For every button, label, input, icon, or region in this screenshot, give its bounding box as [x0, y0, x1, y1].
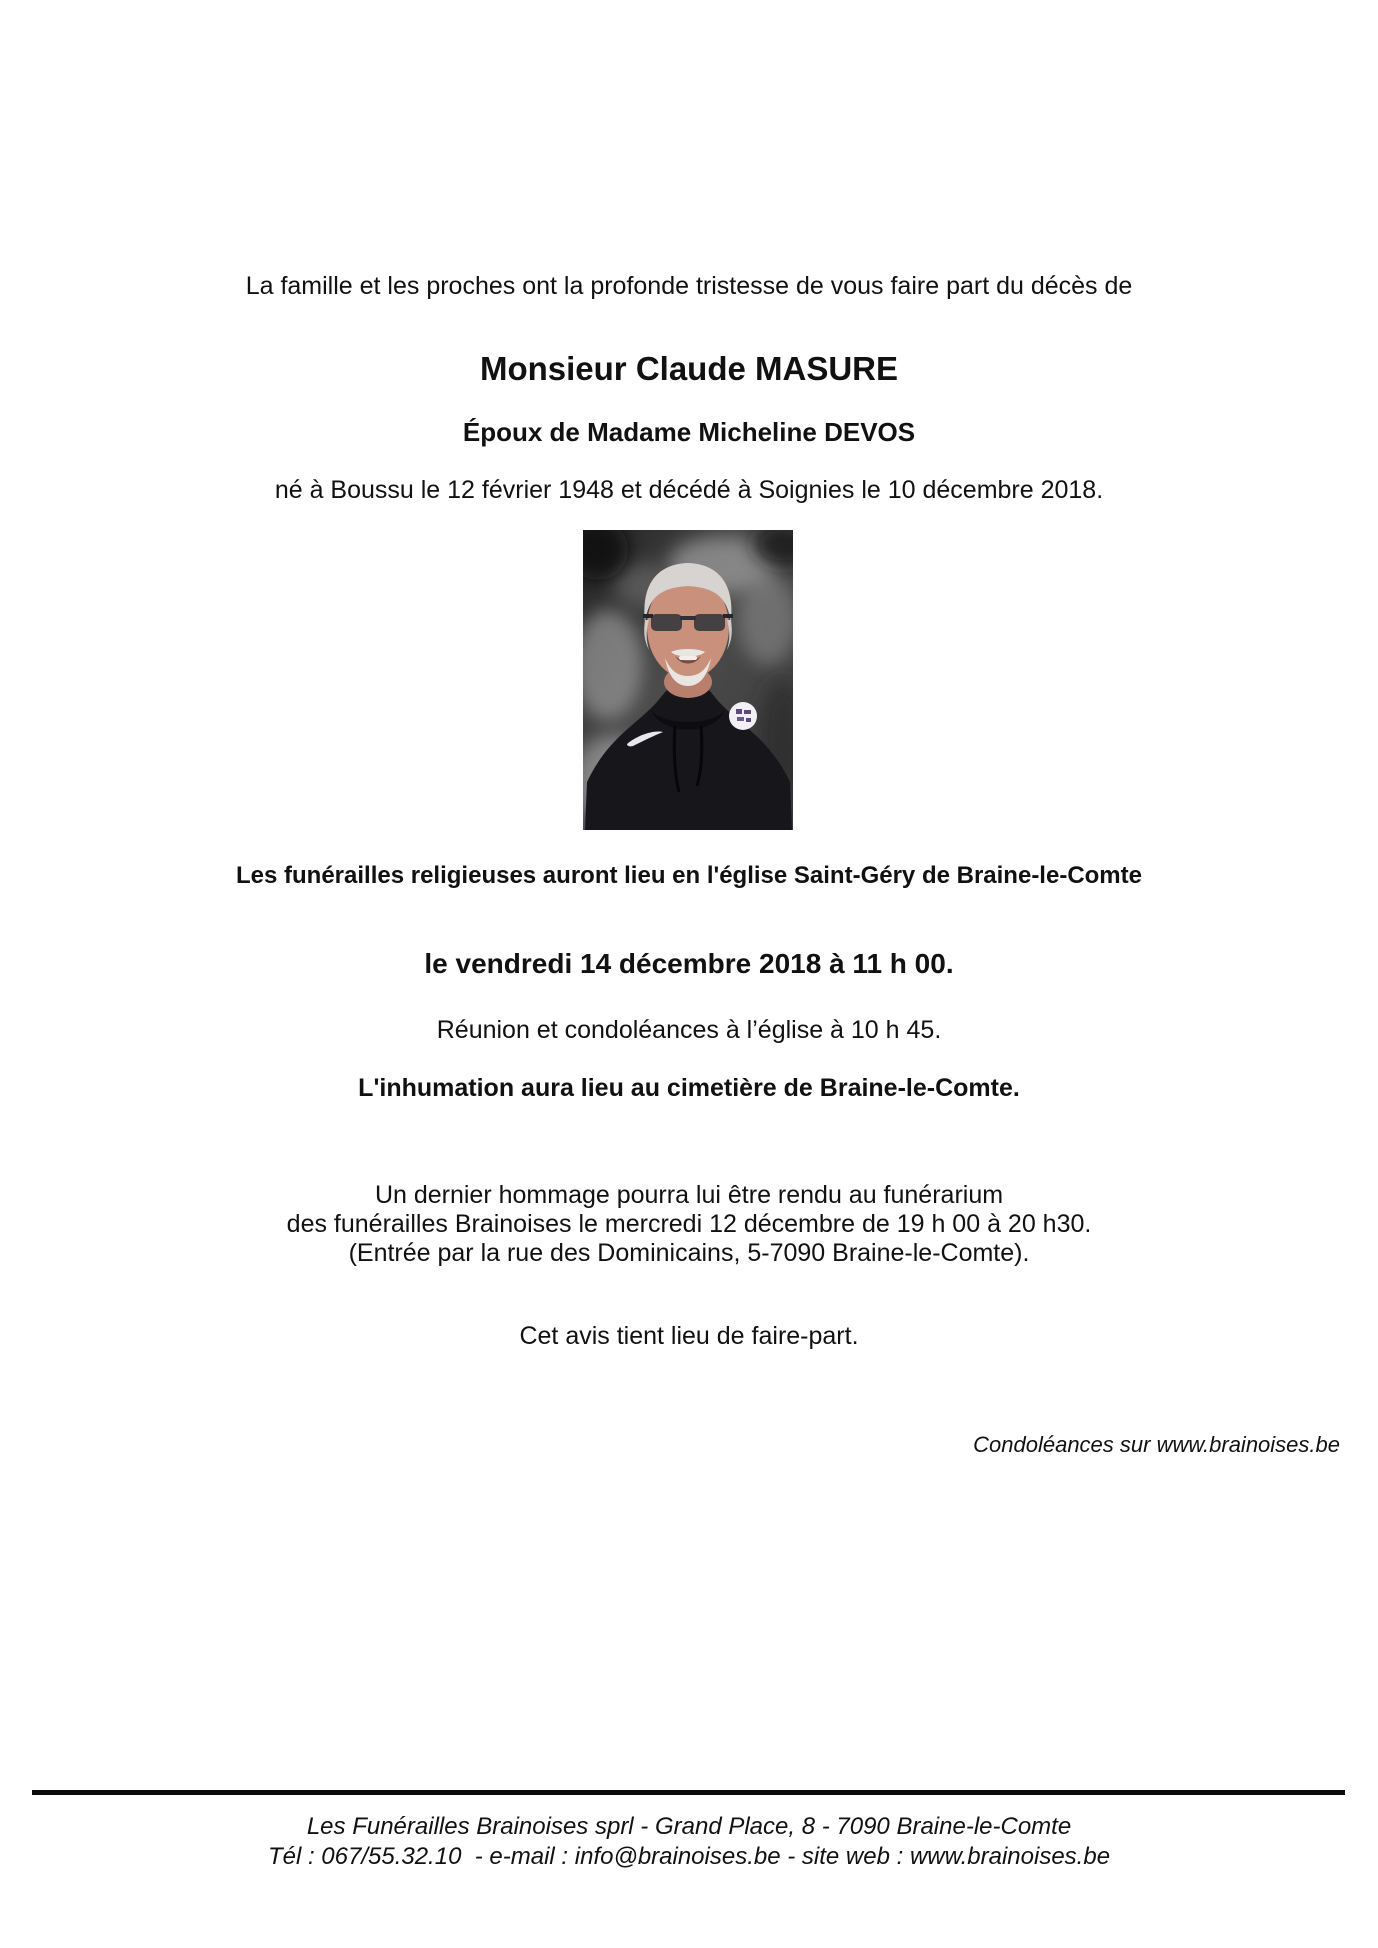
spouse-line: Époux de Madame Micheline DEVOS — [462, 417, 916, 447]
birth-death-line: né à Boussu le 12 février 1948 et décédé à Soignies le 10 décembre 2018. — [274, 476, 1104, 504]
team-logo-patch — [729, 702, 757, 730]
intro-line: La famille et les proches ont la profonde tristesse de vous faire part du décès de — [245, 272, 1133, 300]
footer-contact-line: Tél : 067/55.32.10 - e-mail : info@brainoises.be - site web : www.brainoises.be — [267, 1843, 1111, 1870]
footer-address-line: Les Funérailles Brainoises sprl - Grand Place, 8 - 7090 Braine-le-Comte — [306, 1813, 1072, 1840]
tribute-line-1: Un dernier hommage pourra lui être rendu au funérarium — [374, 1181, 1004, 1209]
portrait-photo — [583, 530, 793, 830]
tribute-paragraph — [0, 1181, 1378, 1268]
gathering-line: Réunion et condoléances à l’église à 10 h 45. — [436, 1016, 942, 1044]
notice-line: Cet avis tient lieu de faire-part. — [519, 1322, 859, 1350]
deceased-name: Monsieur Claude MASURE — [479, 350, 899, 387]
teeth — [679, 656, 697, 660]
footer-divider — [32, 1790, 1345, 1795]
funeral-announcement: Les funérailles religieuses auront lieu en l'église Saint-Géry de Braine-le-Comte — [236, 862, 1142, 889]
condolences-note: Condoléances sur www.brainoises.be — [973, 1432, 1340, 1457]
funeral-datetime: le vendredi 14 décembre 2018 à 11 h 00. — [424, 948, 954, 979]
tribute-line-2: des funérailles Brainoises le mercredi 12 décembre de 19 h 00 à 20 h30. — [286, 1210, 1092, 1238]
burial-line: L'inhumation aura lieu au cimetière de Braine-le-Comte. — [358, 1074, 1020, 1102]
tribute-line-3: (Entrée par la rue des Dominicains, 5-7090 Braine-le-Comte). — [348, 1239, 1030, 1267]
